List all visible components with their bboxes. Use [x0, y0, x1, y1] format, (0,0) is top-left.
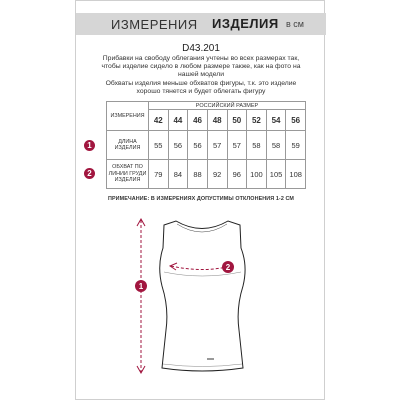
product-code: D43.201	[182, 43, 220, 54]
value-cell: 57	[227, 131, 247, 160]
value-cell: 58	[266, 131, 286, 160]
tank-top-outline	[160, 221, 245, 371]
size-cell: 48	[207, 110, 227, 131]
table-row	[107, 160, 306, 189]
value-cell: 56	[168, 131, 188, 160]
size-cell: 54	[266, 110, 286, 131]
header-bar	[76, 13, 326, 35]
size-cell: 56	[286, 110, 306, 131]
value-cell: 84	[168, 160, 188, 189]
value-cell: 88	[188, 160, 208, 189]
value-cell: 59	[286, 131, 306, 160]
table-row	[107, 131, 306, 160]
value-cell: 79	[149, 160, 169, 189]
value-cell: 108	[286, 160, 306, 189]
tolerance-remark: ПРИМЕЧАНИЕ: В ИЗМЕРЕНИЯХ ДОПУСТИМЫ ОТКЛОНЕНИЯ 1-2 СМ	[107, 196, 295, 202]
row-label-chest: ОБХВАТ ПО ЛИНИИ ГРУДИ ИЗДЕЛИЯ	[107, 160, 149, 189]
stretch-note: Обхваты изделия меньше обхватов фигуры, т.к. это изделие хорошо тянется и будет облегать фигуру	[105, 80, 297, 96]
header-title-product: ИЗДЕЛИЯ	[212, 16, 279, 31]
size-cell: 42	[149, 110, 169, 131]
value-cell: 100	[247, 160, 267, 189]
size-cell: 46	[188, 110, 208, 131]
value-cell: 105	[266, 160, 286, 189]
size-chart-card	[75, 0, 325, 400]
value-cell: 58	[247, 131, 267, 160]
length-badge: 1	[84, 140, 95, 151]
header-title-measurements: ИЗМЕРЕНИЯ	[111, 17, 198, 32]
chest-badge: 2	[84, 168, 95, 179]
size-cell: 52	[247, 110, 267, 131]
size-cell: 50	[227, 110, 247, 131]
value-cell: 57	[207, 131, 227, 160]
value-cell: 56	[188, 131, 208, 160]
value-cell: 92	[207, 160, 227, 189]
value-cell: 96	[227, 160, 247, 189]
measurements-header: ИЗМЕРЕНИЯ	[107, 102, 149, 131]
size-system-label: РОССИЙСКИЙ РАЗМЕР	[149, 102, 306, 110]
fit-note: Прибавки на свободу облегания учтены во всех размерах так, чтобы изделие сидело в любом размере также, как на фото на нашей модели	[101, 55, 301, 79]
garment-diagram	[76, 206, 326, 396]
brand-tag	[207, 358, 214, 360]
chest-marker-label: 2	[225, 263, 231, 272]
row-label-length: ДЛИНА ИЗДЕЛИЯ	[107, 131, 149, 160]
length-marker-label: 1	[138, 282, 144, 291]
size-table	[106, 101, 306, 189]
value-cell: 55	[149, 131, 169, 160]
size-cell: 44	[168, 110, 188, 131]
table-header-row	[107, 102, 306, 110]
header-unit: в см	[286, 19, 304, 29]
